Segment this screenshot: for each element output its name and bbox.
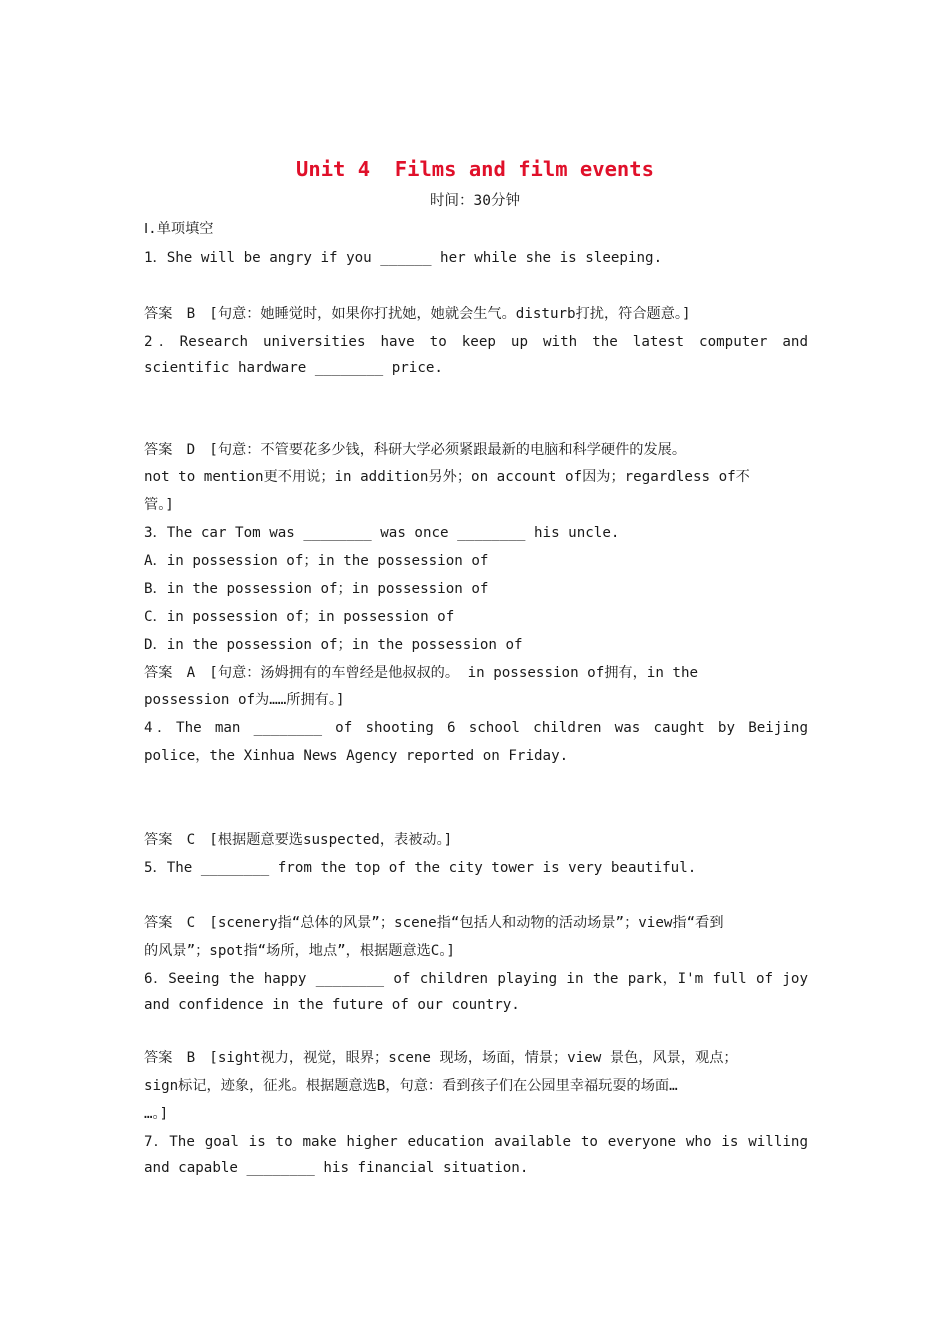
question-3-option-c: C．in possession of；in possession of [144, 609, 455, 625]
question-3-option-a: A．in possession of；in the possession of [144, 553, 489, 569]
question-5-answer-line-2: 的风景”；spot指“场所，地点”，根据题意选C。] [144, 943, 455, 959]
question-5-stem: 5．The ________ from the top of the city tower is very beautiful. [144, 860, 697, 876]
question-3-answer-line-1: 答案 A [句意：汤姆拥有的车曾经是他叔叔的。 in possession of拥有，in the [144, 665, 699, 681]
question-6-answer-line-2: sign标记，迹象，征兆。根据题意选B，句意：看到孩子们在公园里幸福玩耍的场面… [144, 1078, 678, 1094]
question-4-stem-line-2: police，the Xinhua News Agency reported on Friday. [144, 748, 569, 764]
question-6-stem-line-1: 6．Seeing the happy ________ of children playing in the park，I'm full of joy [144, 971, 808, 987]
question-4-answer: 答案 C [根据题意要选suspected，表被动。] [144, 832, 453, 848]
question-1-answer: 答案 B [句意：她睡觉时，如果你打扰她，她就会生气。disturb打扰，符合题意。] [144, 306, 691, 322]
page-title: Unit 4 Films and film events [296, 157, 654, 181]
question-6-stem-line-2: and confidence in the future of our country. [144, 997, 520, 1013]
section-heading: Ⅰ.单项填空 [144, 221, 214, 237]
question-3-answer-line-2: possession of为……所拥有。] [144, 692, 345, 708]
question-1-stem: 1．She will be angry if you ______ her while she is sleeping. [144, 250, 663, 266]
question-3-stem: 3．The car Tom was ________ was once ________ his uncle. [144, 525, 620, 541]
question-3-option-b: B．in the possession of；in possession of [144, 581, 489, 597]
time-label: 时间：30分钟 [430, 193, 520, 209]
question-3-option-d: D．in the possession of；in the possession of [144, 637, 523, 653]
question-2-answer-line-3: 管。] [144, 497, 174, 513]
question-2-stem-line-1: 2．Research universities have to keep up with the latest computer and [144, 334, 808, 350]
question-6-answer-line-1: 答案 B [sight视力，视觉，眼界；scene 现场，场面，情景；view 景色，风景，观点； [144, 1050, 738, 1066]
question-2-answer-line-2: not to mention更不用说；in addition另外；on account of因为；regardless of不 [144, 469, 750, 485]
question-2-answer-line-1: 答案 D [句意：不管要花多少钱，科研大学必须紧跟最新的电脑和科学硬件的发展。 [144, 442, 687, 458]
question-2-stem-line-2: scientific hardware ________ price. [144, 360, 443, 376]
question-7-stem-line-2: and capable ________ his financial situation. [144, 1160, 529, 1176]
question-5-answer-line-1: 答案 C [scenery指“总体的风景”；scene指“包括人和动物的活动场景”；view指“看到 [144, 915, 724, 931]
question-4-stem-line-1: 4．The man ________ of shooting 6 school children was caught by Beijing [144, 720, 808, 736]
question-6-answer-line-3: …。] [144, 1106, 169, 1122]
question-7-stem-line-1: 7．The goal is to make higher education available to everyone who is willing [144, 1134, 808, 1150]
